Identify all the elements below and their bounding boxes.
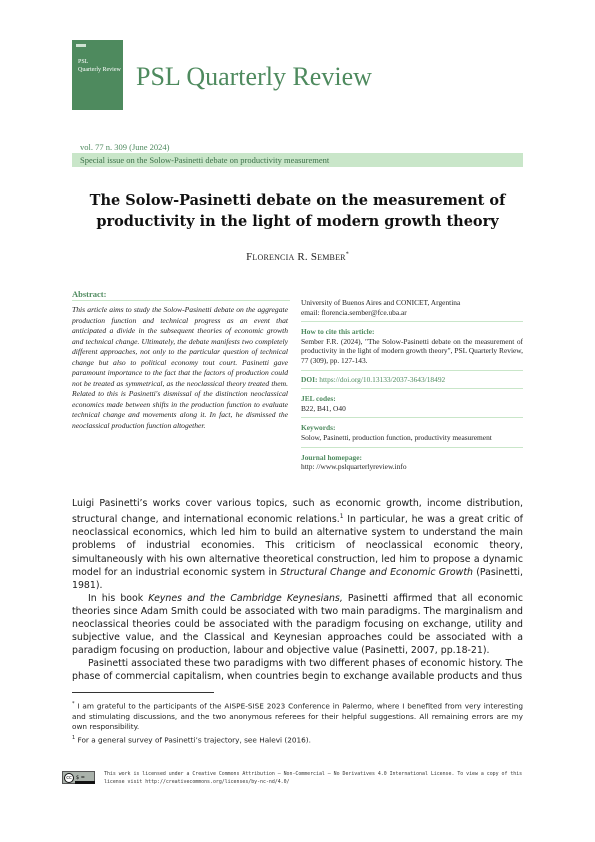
abstract-text: This article aims to study the Solow-Pasinetti debate on the aggregate production function and technical progress as an event that anticipated a divide in the subsequent theories of economic growth and technical change. Ultimately, the debate manifests two completely different approaches, not only to the particular question of technical change but also to political economy tout court. Pasinetti gave paramount importance to the fact that the factors of production could not be treated as symmetrical, as the neoclassical theory treated them. Related to this is Pasinetti's dismissal of the distinction neoclassical economics made between shifts in the production function to evaluate technical change and movements along it. In fact, he dismissed the neoclassical production function altogether. xyxy=(72,305,288,430)
body-paragraph-1 xyxy=(72,497,523,592)
info-divider xyxy=(301,388,523,389)
doi-link[interactable]: https://doi.org/10.13133/2037-3643/18492 xyxy=(319,374,446,384)
author-footnote-mark: * xyxy=(345,251,349,258)
footnote-1-text: For a general survey of Pasinetti’s trajectory, see Halevi (2016). xyxy=(75,735,311,745)
cover-label-line1: PSL xyxy=(78,59,89,65)
footnote-star-text: I am grateful to the participants of the AISPE-SISE 2023 Conference in Palermo, where I benefited from very interesting and stimulating discussions, and the two anonymous referees for their helpful suggestions. All remaining errors are my own responsibility. xyxy=(72,701,523,732)
footnote-acknowledgement xyxy=(72,699,523,733)
affiliation: University of Buenos Aires and CONICET, Argentina xyxy=(301,298,461,307)
p2-text-b: Pasinetti affirmed that all economic theories since Adam Smith could be associated with two main paradigms. The marginalism and neoclassical theories could be associated with the paradigm focusing on exchange, utility and subjective value, and the Classical and Keynesian approaches could be associated with a paradigm focusing on production, labour and objective value (Pasinetti, 2007, pp.18-21). xyxy=(72,592,523,657)
keywords: Solow, Pasinetti, production function, productivity measurement xyxy=(301,432,492,442)
p1-book-title: Structural Change and Economic Growth xyxy=(280,566,473,578)
info-divider xyxy=(301,447,523,448)
p1-text-b: In particular, he was a great critic of neoclassical economics, which led him to build an alternative system to understand the main problems of industrial economies. This criticism of neoclassical economic theory, simultaneously with his own alternative theoretical construction, led him to propose a dynamic model for an industrial economic system in xyxy=(72,514,523,578)
paper-title-line1: The Solow-Pasinetti debate on the measurement of xyxy=(89,192,506,209)
issue-info: vol. 77 n. 309 (June 2024) xyxy=(80,142,170,152)
paper-title xyxy=(72,190,523,232)
info-divider xyxy=(301,321,523,322)
journal-cover-thumbnail xyxy=(72,40,123,110)
cover-label xyxy=(78,58,121,74)
cc-license-badge[interactable] xyxy=(62,771,95,784)
p1-text-c: (Pasinetti, 1981). xyxy=(72,566,524,591)
footnote-1-mark: 1 xyxy=(72,734,76,741)
p2-text-a: In his book xyxy=(88,592,149,604)
abstract-heading: Abstract: xyxy=(72,289,107,299)
license-text: This work is licensed under a Creative Commons Attribution – Non-Commercial – No Derivatives 4.0 International License. To view a copy of this license visit http://creativecommons.org/licenses/by-nc-nd/4.0/ xyxy=(104,771,523,785)
keywords-label: Keywords: xyxy=(301,423,336,433)
homepage-link[interactable]: http: //www.pslquarterlyreview.info xyxy=(301,462,407,472)
body-text xyxy=(72,497,523,683)
cover-logo-mark xyxy=(76,44,86,47)
journal-title: PSL Quarterly Review xyxy=(136,62,372,91)
cc-icon: cc xyxy=(64,773,74,783)
article-info xyxy=(301,298,523,472)
p1-text-a: Luigi Pasinetti’s works cover various topics, such as economic growth, income distribution, structural change, and international economic relations. xyxy=(72,498,523,526)
doi-label: DOI: xyxy=(301,374,318,384)
author-text: Florencia R. Sember xyxy=(246,251,346,263)
author-name xyxy=(72,251,523,263)
cover-label-line2: Quarterly Review xyxy=(78,67,121,73)
paper-title-line2: productivity in the light of modern growth theory xyxy=(96,213,499,230)
abstract-divider xyxy=(72,300,290,301)
body-paragraph-2 xyxy=(72,592,523,657)
info-divider xyxy=(301,417,523,418)
footnotes xyxy=(72,699,523,746)
footnote-ref-1[interactable]: 1 xyxy=(339,513,344,521)
doi-row xyxy=(301,375,523,385)
footnote-1 xyxy=(72,733,523,746)
body-paragraph-3: Pasinetti associated these two paradigms with two different phases of economic history. The phase of commercial capitalism, when countries begin to exchange available products and thus xyxy=(72,658,523,683)
jel-label: JEL codes: xyxy=(301,394,336,404)
footnote-star-mark: * xyxy=(72,701,75,707)
special-issue-text: Special issue on the Solow-Pasinetti debate on productivity measurement xyxy=(80,155,330,165)
info-divider xyxy=(301,370,523,371)
p2-book-title: Keynes and the Cambridge Keynesians, xyxy=(148,592,343,604)
jel-codes: B22, B41, O40 xyxy=(301,403,346,413)
homepage-label: Journal homepage: xyxy=(301,452,362,462)
badge-strip xyxy=(75,781,95,784)
cite-text: Sember F.R. (2024), "The Solow-Pasinetti debate on the measurement of productivity in the light of modern growth theory", PSL Quarterly Review, 77 (309), pp. 127-143. xyxy=(301,336,523,365)
cite-label: How to cite this article: xyxy=(301,327,375,337)
by-nc-nd-icons: $ = xyxy=(76,775,85,781)
special-issue-band xyxy=(72,153,523,167)
footnote-divider xyxy=(72,692,214,693)
author-email: email: florencia.sember@fce.uba.ar xyxy=(301,307,407,317)
